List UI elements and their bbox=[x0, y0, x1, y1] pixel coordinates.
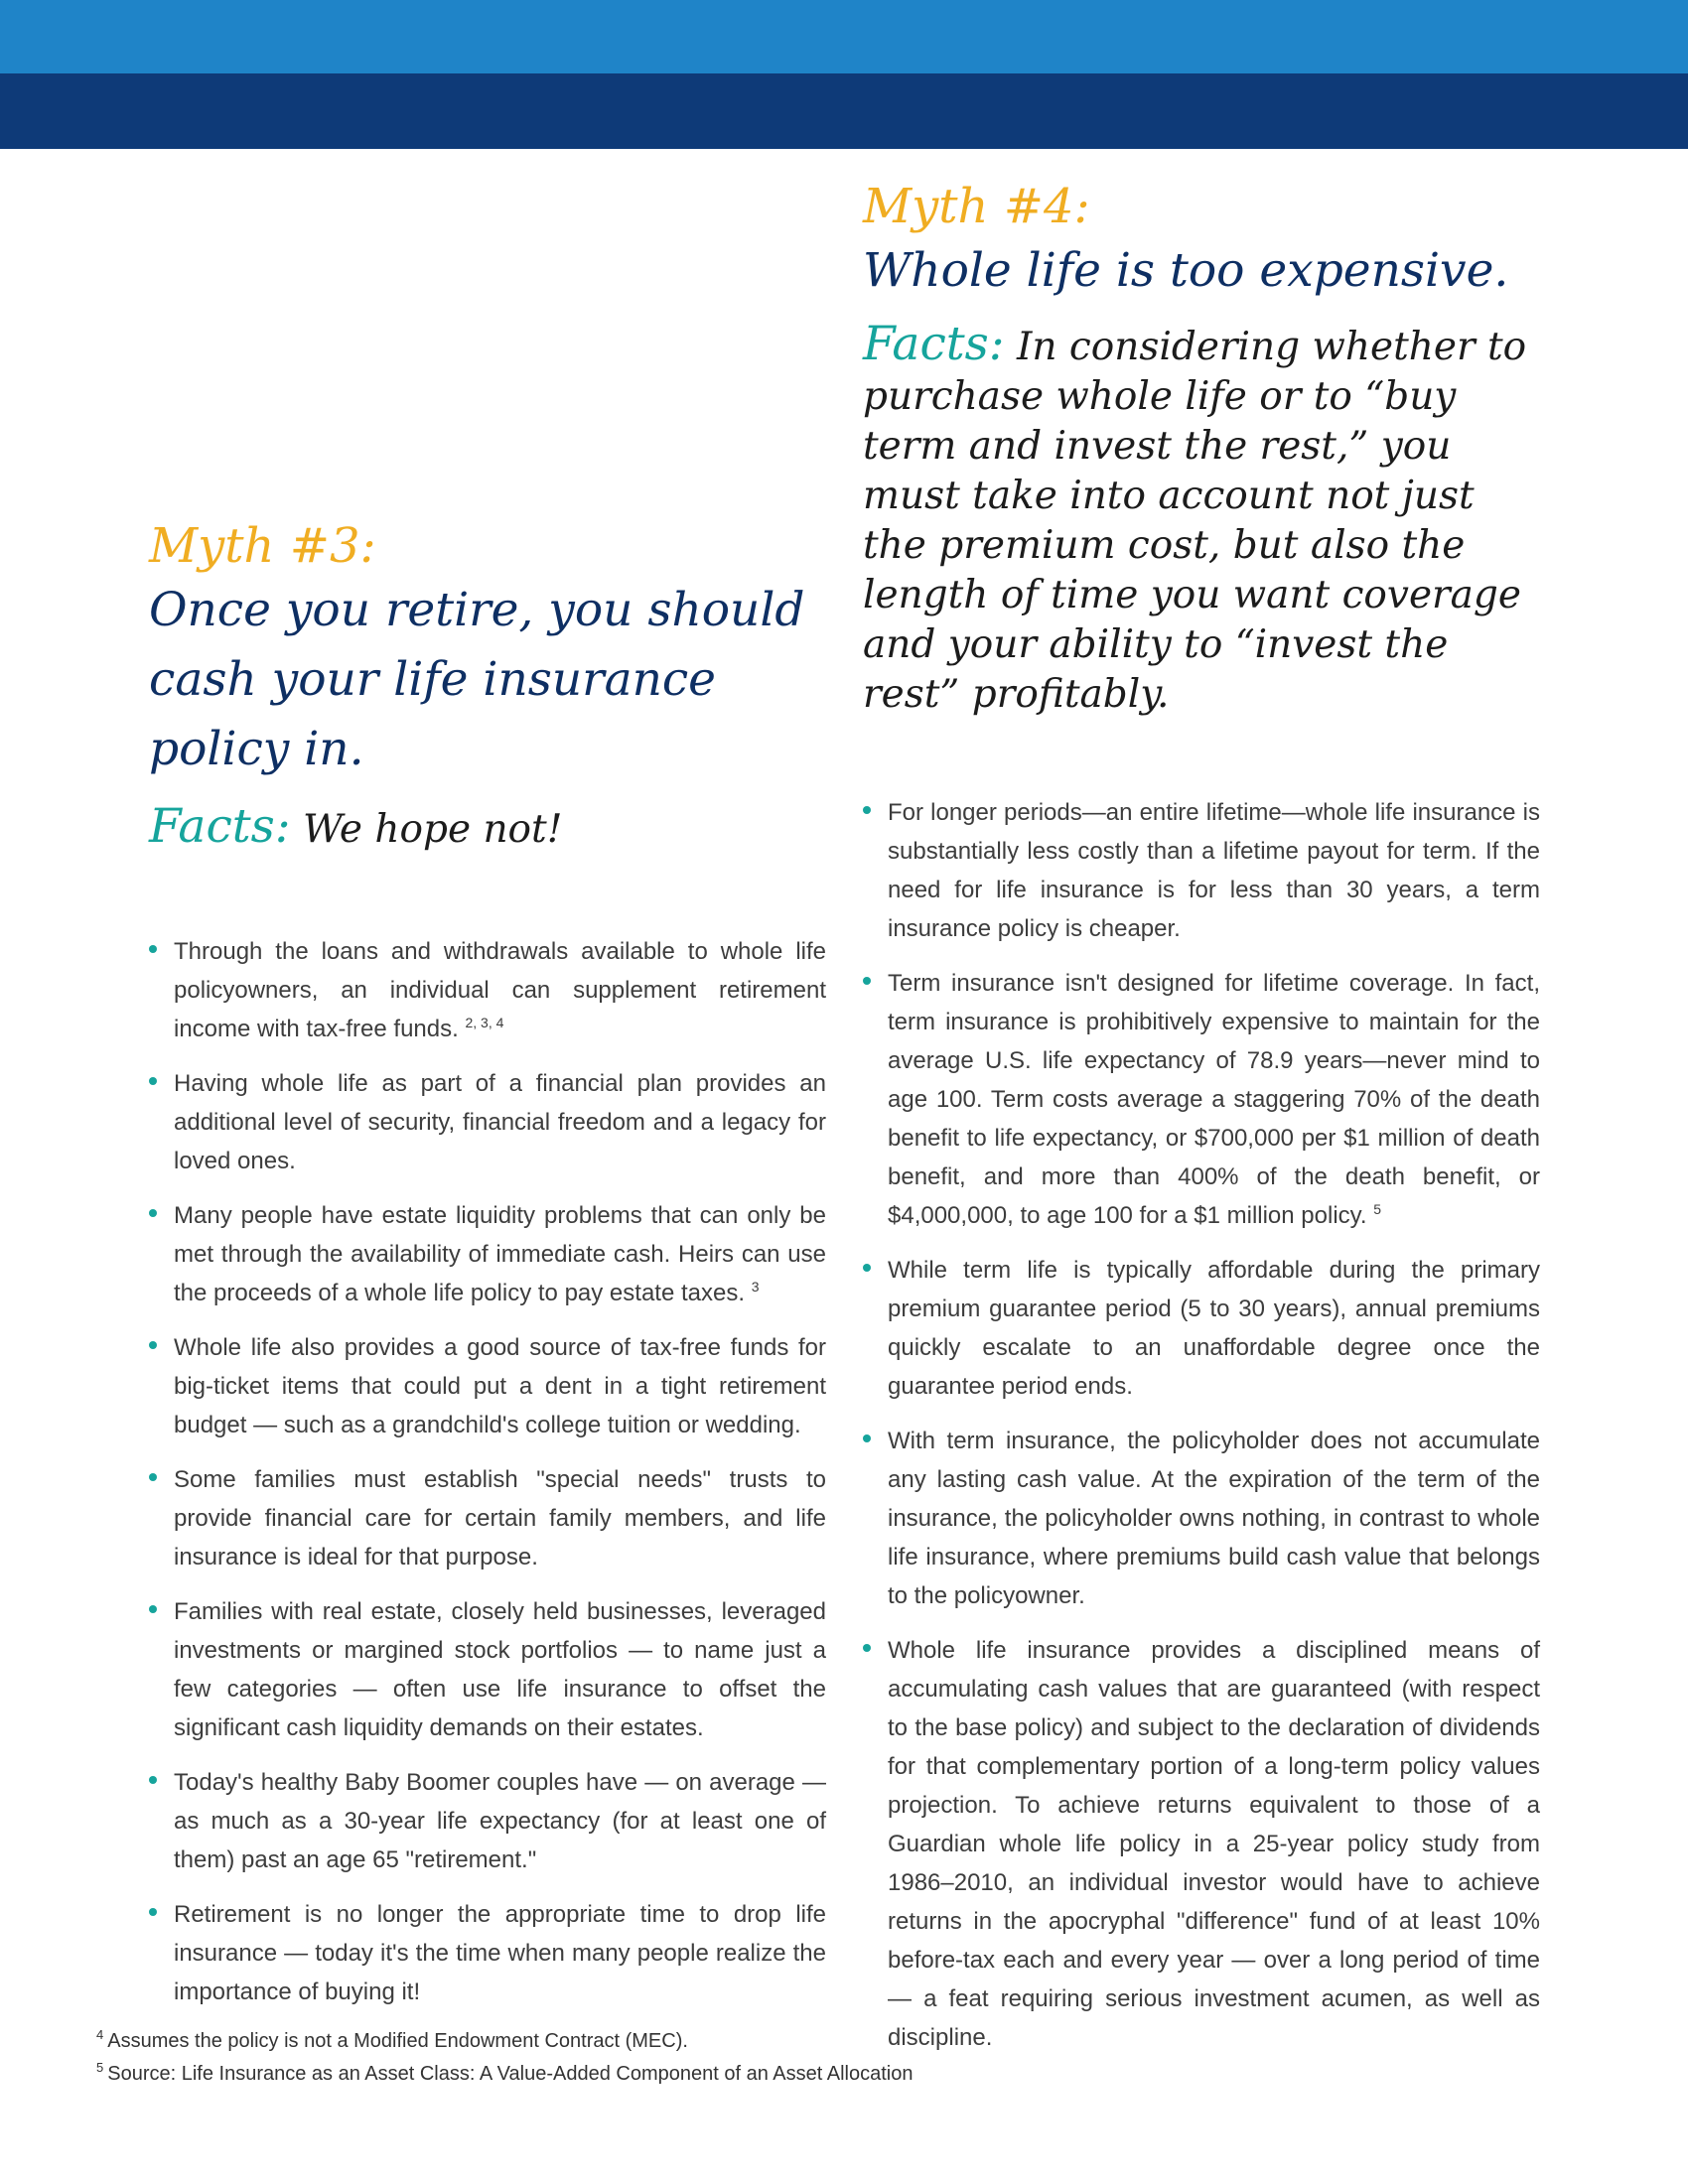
list-item bbox=[149, 1763, 826, 1879]
list-item bbox=[149, 1895, 826, 2011]
bullet-dot-icon bbox=[149, 1341, 157, 1349]
bullet-dot-icon bbox=[149, 1908, 157, 1916]
myth4-facts-text: In considering whether to purchase whole life or to “buy term and invest the rest,” you must take into account not just the premium cost, but also the length of time you want coverage and your ability to “invest the rest” profitably. bbox=[863, 325, 1527, 717]
bullet-dot-icon bbox=[149, 1209, 157, 1217]
myth4-bullet-5-text: Whole life insurance provides a disciplined means of accumulating cash values that are guaranteed (with respect to the base policy) and subject to the declaration of dividends for that complementary portion of a long-term policy values projection. To achieve returns equivalent to those of a Guardian whole life policy in a 25-year policy study from 1986–2010, an individual investor would have to achieve returns in the apocryphal "difference" fund of at least 10% before-tax each and every year — over a long period of time — a feat requiring serious investment acumen, as well as discipline. bbox=[888, 1637, 1540, 2051]
bullet-dot-icon bbox=[863, 1434, 871, 1442]
bullet-dot-icon bbox=[863, 1264, 871, 1272]
footnote-number: 5 bbox=[96, 2060, 104, 2075]
bullet-dot-icon bbox=[149, 1473, 157, 1481]
bullet-dot-icon bbox=[149, 1605, 157, 1613]
myth3-title bbox=[149, 576, 826, 784]
footnote-4 bbox=[96, 2025, 1288, 2058]
footnote-text: Source: Life Insurance as an Asset Class: A Value-Added Component of an Asset Allocation bbox=[107, 2063, 914, 2085]
myth3-title-line1: Once you retire, you should bbox=[149, 583, 805, 637]
list-item bbox=[863, 1251, 1540, 1406]
myth3-bullet-6-text: Families with real estate, closely held businesses, leveraged investments or margined stock portfolios — to name just a few categories — often use life insurance to offset the significant cash liquidity demands on their estates. bbox=[174, 1598, 826, 1741]
footnote-ref: 2, 3, 4 bbox=[465, 1015, 504, 1030]
myth3-bullet-3-text: Many people have estate liquidity problems that can only be met through the availability of immediate cash. Heirs can use the proceeds of a whole life policy to pay estate taxes. bbox=[174, 1202, 826, 1306]
myth3-bullet-list bbox=[149, 932, 826, 2011]
list-item bbox=[863, 793, 1540, 948]
myth4-bullet-3-text: While term life is typically affordable during the primary premium guarantee period (5 to 30 years), annual premiums quickly escalate to an unaffordable degree once the guarantee period ends. bbox=[888, 1257, 1540, 1400]
footnote-number: 4 bbox=[96, 2027, 104, 2042]
bullet-dot-icon bbox=[149, 1077, 157, 1085]
footnote-text: Assumes the policy is not a Modified Endowment Contract (MEC). bbox=[107, 2030, 688, 2052]
list-item bbox=[863, 1631, 1540, 2057]
list-item bbox=[149, 1196, 826, 1312]
myth3-title-line2: cash your life insurance policy in. bbox=[149, 652, 716, 776]
header-band-light bbox=[0, 0, 1688, 73]
myth3-facts bbox=[149, 799, 826, 855]
list-item bbox=[863, 964, 1540, 1235]
header-band-dark bbox=[0, 73, 1688, 149]
myth4-section bbox=[863, 177, 1540, 2073]
myth4-facts-label: Facts: bbox=[863, 317, 1005, 371]
myth3-bullet-1-text: Through the loans and withdrawals available to whole life policyowners, an individual can supplement retirement income with tax-free funds. bbox=[174, 938, 826, 1042]
myth3-bullet-8-text: Retirement is no longer the appropriate time to drop life insurance — today it's the time when many people realize the importance of buying it! bbox=[174, 1901, 826, 2005]
list-item bbox=[149, 932, 826, 1048]
list-item bbox=[149, 1064, 826, 1180]
myth3-bullet-4-text: Whole life also provides a good source of tax-free funds for big-ticket items that could put a dent in a tight retirement budget — such as a grandchild's college tuition or wedding. bbox=[174, 1334, 826, 1438]
myth3-facts-text: We hope not! bbox=[303, 807, 563, 852]
myth4-bullet-1-text: For longer periods—an entire lifetime—whole life insurance is substantially less costly than a lifetime payout for term. If the need for life insurance is for less than 30 years, a term insurance policy is cheaper. bbox=[888, 799, 1540, 942]
myth4-bullet-4-text: With term insurance, the policyholder does not accumulate any lasting cash value. At the expiration of the term of the insurance, the policyholder owns nothing, in contrast to whole life insurance, where premiums build cash value that belongs to the policyowner. bbox=[888, 1428, 1540, 1609]
bullet-dot-icon bbox=[149, 1776, 157, 1784]
bullet-dot-icon bbox=[863, 1644, 871, 1652]
bullet-dot-icon bbox=[149, 945, 157, 953]
myth4-bullet-list bbox=[863, 793, 1540, 2057]
list-item bbox=[149, 1460, 826, 1576]
footnote-ref: 5 bbox=[1373, 1201, 1382, 1217]
bullet-dot-icon bbox=[863, 806, 871, 814]
myth3-section bbox=[149, 516, 826, 2027]
myth4-title: Whole life is too expensive. bbox=[863, 243, 1509, 298]
bullet-dot-icon bbox=[863, 977, 871, 985]
myth4-bullet-2-text: Term insurance isn't designed for lifetime coverage. In fact, term insurance is prohibitively expensive to maintain for the average U.S. life expectancy of 78.9 years—never mind to age 100. Term costs average a staggering 70% of the death benefit to life expectancy, or $700,000 per $1 million of death benefit, and more than 400% of the death benefit, or $4,000,000, to age 100 for a $1 million policy. bbox=[888, 970, 1540, 1229]
footnote-5 bbox=[96, 2058, 1288, 2091]
list-item bbox=[863, 1422, 1540, 1615]
myth4-facts bbox=[863, 317, 1540, 720]
myth3-bullet-5-text: Some families must establish "special needs" trusts to provide financial care for certain family members, and life insurance is ideal for that purpose. bbox=[174, 1466, 826, 1570]
myth3-facts-label: Facts: bbox=[149, 799, 291, 854]
footnotes bbox=[96, 2025, 1288, 2091]
list-item bbox=[149, 1328, 826, 1444]
myth3-bullet-2-text: Having whole life as part of a financial plan provides an additional level of security, financial freedom and a legacy for loved ones. bbox=[174, 1070, 826, 1174]
list-item bbox=[149, 1592, 826, 1747]
footnote-ref: 3 bbox=[751, 1279, 760, 1295]
myth3-label: Myth #3: bbox=[149, 518, 376, 574]
myth4-label: Myth #4: bbox=[863, 179, 1090, 234]
myth3-bullet-7-text: Today's healthy Baby Boomer couples have — on average — as much as a 30-year life expectancy (for at least one of them) past an age 65 "retirement." bbox=[174, 1769, 826, 1873]
